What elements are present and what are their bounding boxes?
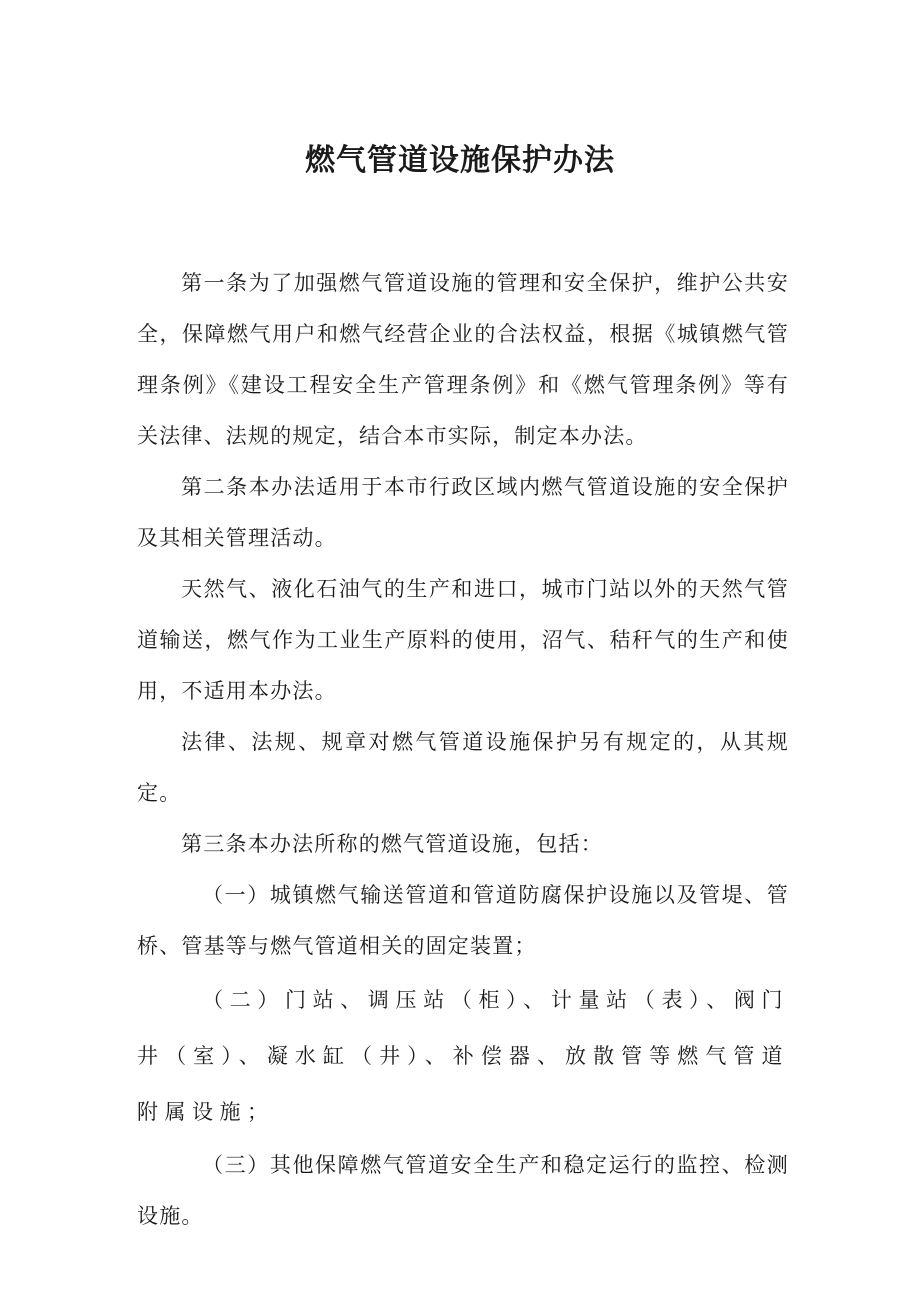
article-1-paragraph: 第一条为了加强燃气管道设施的管理和安全保护，维护公共安全，保障燃气用户和燃气经营企业的合法权益，根据《城镇燃气管理条例》《建设工程安全生产管理条例》和《燃气管理条例》等有关法律、法规的规定，结合本市实际，制定本办法。 [137, 271, 789, 448]
item-2-paragraph: （二）门站、调压站（柜）、计量站（表）、阀门井（室）、凝水缸（井）、补偿器、放散管等燃气管道附属设施； [137, 988, 789, 1124]
other-rules-paragraph: 法律、法规、规章对燃气管道设施保护另有规定的，从其规定。 [137, 730, 789, 805]
document-title: 燃气管道设施保护办法 [305, 143, 615, 178]
article-3-paragraph: 第三条本办法所称的燃气管道设施，包括： [181, 832, 603, 856]
item-3-paragraph: （三）其他保障燃气管道安全生产和稳定运行的监控、检测设施。 [137, 1153, 789, 1228]
exclusion-paragraph: 天然气、液化石油气的生产和进口，城市门站以外的天然气管道输送，燃气作为工业生产原料的使用，沼气、秸秆气的生产和使用，不适用本办法。 [137, 577, 789, 703]
document-body [137, 258, 789, 1242]
article-2-paragraph: 第二条本办法适用于本市行政区域内燃气管道设施的安全保护及其相关管理活动。 [137, 475, 789, 550]
item-1-paragraph: （一）城镇燃气输送管道和管道防腐保护设施以及管堤、管桥、管基等与燃气管道相关的固定装置； [137, 883, 789, 958]
